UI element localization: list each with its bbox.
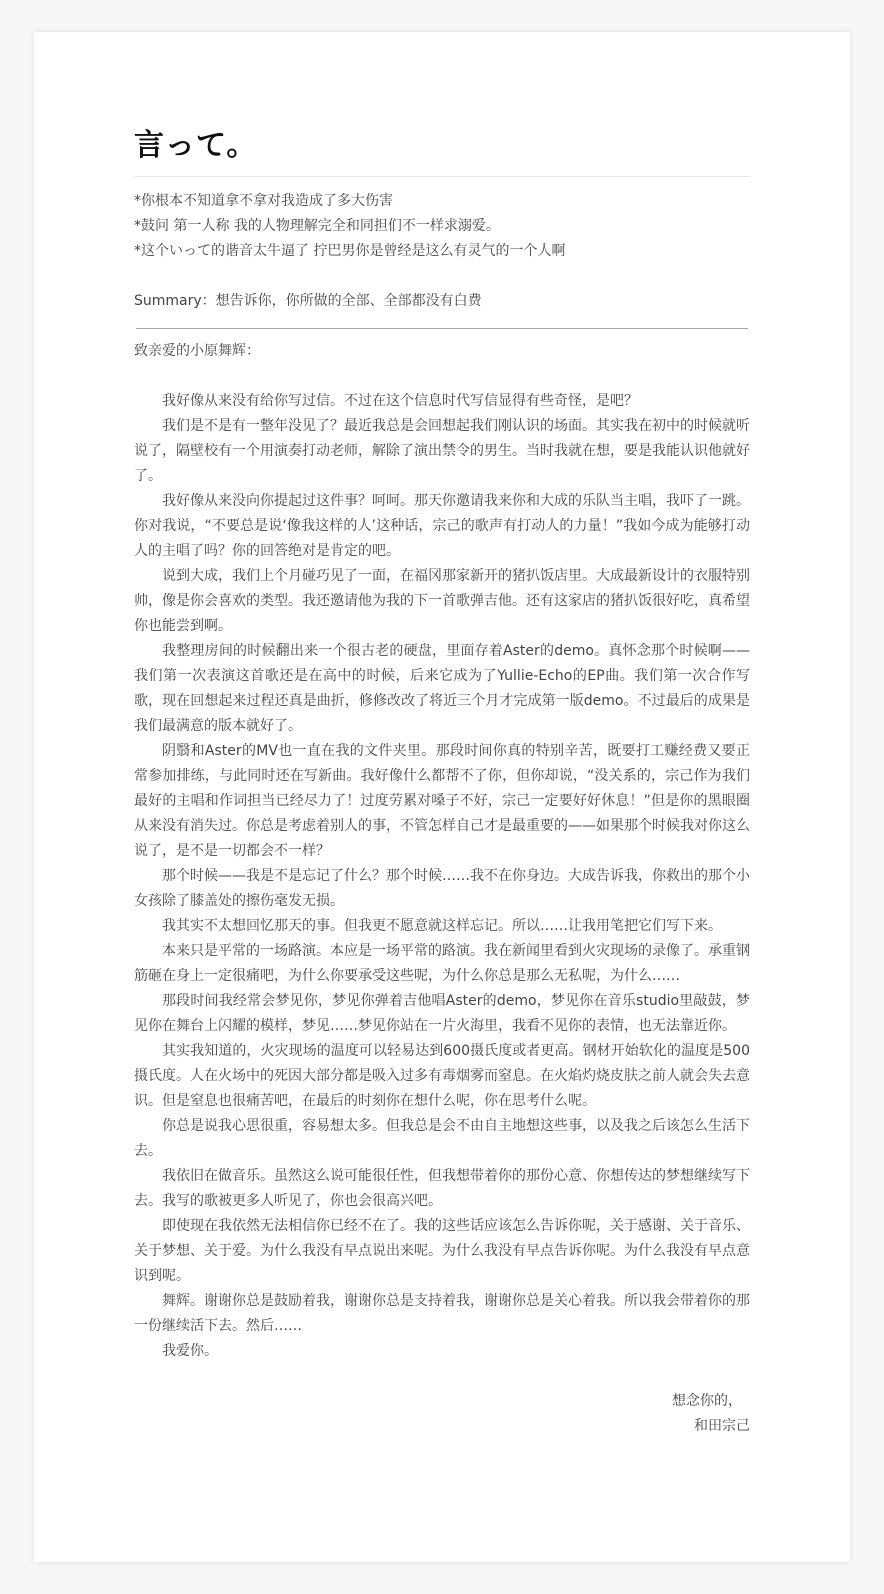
- paragraph: 我其实不太想回忆那天的事。但我更不愿意就这样忘记。所以……让我用笔把它们写下来。: [162, 918, 722, 934]
- paragraph: 那个时候——我是不是忘记了什么？那个时候……我不在你身边。大成告诉我，你救出的那个小女孩除了膝盖处的擦伤毫发无损。: [134, 868, 750, 909]
- paragraph: 舞辉。谢谢你总是鼓励着我，谢谢你总是支持着我，谢谢你总是关心着我。所以我会带着你的那一份继续活下去。然后……: [134, 1293, 750, 1334]
- title-divider: [134, 176, 750, 177]
- document-content: [134, 126, 750, 1439]
- author-notes: [134, 189, 750, 264]
- paragraph: 我好像从来没有给你写过信。不过在这个信息时代写信显得有些奇怪，是吧？: [162, 393, 638, 409]
- summary-divider: [136, 328, 748, 329]
- paragraph: 阴翳和Aster的MV也一直在我的文件夹里。那段时间你真的特别辛苦，既要打工赚经费又要正常参加排练，与此同时还在写新曲。我好像什么都帮不了你，但你却说，“没关系的，宗己作为我们最好的主唱和作词担当已经尽力了！过度劳累对嗓子不好，宗己一定要好好休息！”但是你的黑眼圈从来没有消失过。你总是考虑着别人的事，不管怎样自己才是最重要的——如果那个时候我对你这么说了，是不是一切都会不一样？: [134, 743, 750, 859]
- document-page: [34, 32, 850, 1562]
- paragraph: 我好像从来没向你提起过这件事？呵呵。那天你邀请我来你和大成的乐队当主唱，我吓了一跳。你对我说，“不要总是说‘像我这样的人’这种话，宗己的歌声有打动人的力量！”我如今成为能够打动人的主唱了吗？你的回答绝对是肯定的吧。: [134, 493, 750, 559]
- paragraph: 即使现在我依然无法相信你已经不在了。我的这些话应该怎么告诉你呢，关于感谢、关于音乐、关于梦想、关于爱。为什么我没有早点说出来呢。为什么我没有早点告诉你呢。为什么我没有早点意识到呢。: [134, 1218, 750, 1284]
- paragraph: 我依旧在做音乐。虽然这么说可能很任性，但我想带着你的那份心意、你想传达的梦想继续写下去。我写的歌被更多人听见了，你也会很高兴吧。: [134, 1168, 750, 1209]
- paragraph: 说到大成，我们上个月碰巧见了一面，在福冈那家新开的猪扒饭店里。大成最新设计的衣服特别帅，像是你会喜欢的类型。我还邀请他为我的下一首歌弹吉他。还有这家店的猪扒饭很好吃，真希望你也能尝到啊。: [134, 568, 750, 634]
- salutation: 致亲爱的小原舞辉：: [134, 343, 260, 359]
- paragraph: 我们是不是有一整年没见了？最近我总是会回想起我们刚认识的场面。其实我在初中的时候就听说了，隔壁校有一个用演奏打动老师，解除了演出禁令的男生。当时我就在想，要是我能认识他就好了。: [134, 418, 750, 484]
- page-title: 言って。: [134, 128, 258, 163]
- note-line: *这个いって的谐音太牛逼了 拧巴男你是曾经是这么有灵气的一个人啊: [134, 243, 566, 259]
- paragraph: 我整理房间的时候翻出来一个很古老的硬盘，里面存着Aster的demo。真怀念那个时候啊——我们第一次表演这首歌还是在高中的时候，后来它成为了Yullie-Echo的EP曲。我们第一次合作写歌，现在回想起来过程还真是曲折，修修改改了将近三个月才完成第一版demo。不过最后的成果是我们最满意的版本就好了。: [134, 643, 750, 734]
- signoff: [134, 1389, 750, 1439]
- paragraph: 其实我知道的，火灾现场的温度可以轻易达到600摄氏度或者更高。钢材开始软化的温度是500摄氏度。人在火场中的死因大部分都是吸入过多有毒烟雾而窒息。在火焰灼烧皮肤之前人就会失去意识。但是窒息也很痛苦吧，在最后的时刻你在想什么呢，你在思考什么呢。: [134, 1043, 750, 1109]
- paragraph: 本来只是平常的一场路演。本应是一场平常的路演。我在新闻里看到火灾现场的录像了。承重钢筋砸在身上一定很痛吧，为什么你要承受这些呢，为什么你总是那么无私呢，为什么……: [134, 943, 750, 984]
- letter-body: [134, 389, 750, 1364]
- note-line: *你根本不知道拿不拿对我造成了多大伤害: [134, 193, 393, 209]
- paragraph: 那段时间我经常会梦见你，梦见你弹着吉他唱Aster的demo，梦见你在音乐studio里敲鼓，梦见你在舞台上闪耀的模样，梦见……梦见你站在一片火海里，我看不见你的表情，也无法靠近你。: [134, 993, 750, 1034]
- paragraph: 你总是说我心思很重，容易想太多。但我总是会不由自主地想这些事，以及我之后该怎么生活下去。: [134, 1118, 750, 1159]
- note-line: *鼓问 第一人称 我的人物理解完全和同担们不一样求溺爱。: [134, 218, 500, 234]
- paragraph: 我爱你。: [162, 1343, 218, 1359]
- signoff-closing: 想念你的，: [672, 1393, 742, 1409]
- summary: Summary：想告诉你，你所做的全部、全部都没有白费: [134, 293, 482, 309]
- signoff-signature: 和田宗己: [694, 1418, 750, 1434]
